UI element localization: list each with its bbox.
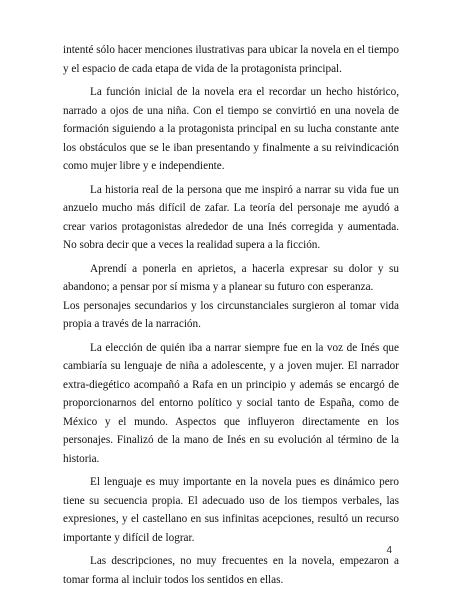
paragraph-8: Las descripciones, no muy frecuentes en la novela, empezaron a tomar forma al incluir todos los sentidos en ellas. [63,555,399,586]
page-number: 4 [386,545,392,556]
paragraph-3: La historia real de la persona que me inspiró a narrar su vida fue un anzuelo mucho más difícil de zafar. La teoría del personaje me ayudó a crear varios protagonistas alrededor de una Inés corregida y aumentada. No sobra decir que a veces la realidad supera a la ficción. [63,183,399,251]
paragraph-7: El lenguaje es muy importante en la novela pues es dinámico pero tiene su secuencia propia. El adecuado uso de los tiempos verbales, las expresiones, y el castellano en sus infinitas acepciones, resultó un recurso importante y difícil de lograr. [63,476,399,544]
paragraph-1: intenté sólo hacer menciones ilustrativas para ubicar la novela en el tiempo y el espacio de cada etapa de vida de la protagonista principal. [63,44,399,75]
paragraph-4: Aprendí a ponerla en aprietos, a hacerla expresar su dolor y su abandono; a pensar por sí misma y a planear su futuro con esperanza. [63,262,399,293]
paragraph-5: Los personajes secundarios y los circunstanciales surgieron al tomar vida propia a través de la narración. [63,299,399,330]
paragraph-2: La función inicial de la novela era el recordar un hecho histórico, narrado a ojos de una niña. Con el tiempo se convirtió en una novela de formación siguiendo a la protagonista principal en su lucha constante ante los obstáculos que se le iban presentando y finalmente a su reivindicación como mujer libre y e independiente. [63,86,399,172]
body-text [63,41,399,594]
paragraph-6: La elección de quién iba a narrar siempre fue en la voz de Inés que cambiaría su lenguaje de niña a adolescente, y a joven mujer. El narrador extra-diegético acompañó a Rafa en un principio y además se encargó de proporcionarnos del entorno político y social tanto de España, como de México y el mundo. Aspectos que influyeron directamente en los personajes. Finalizó de la mano de Inés en su evolución al término de la historia. [63,341,399,465]
